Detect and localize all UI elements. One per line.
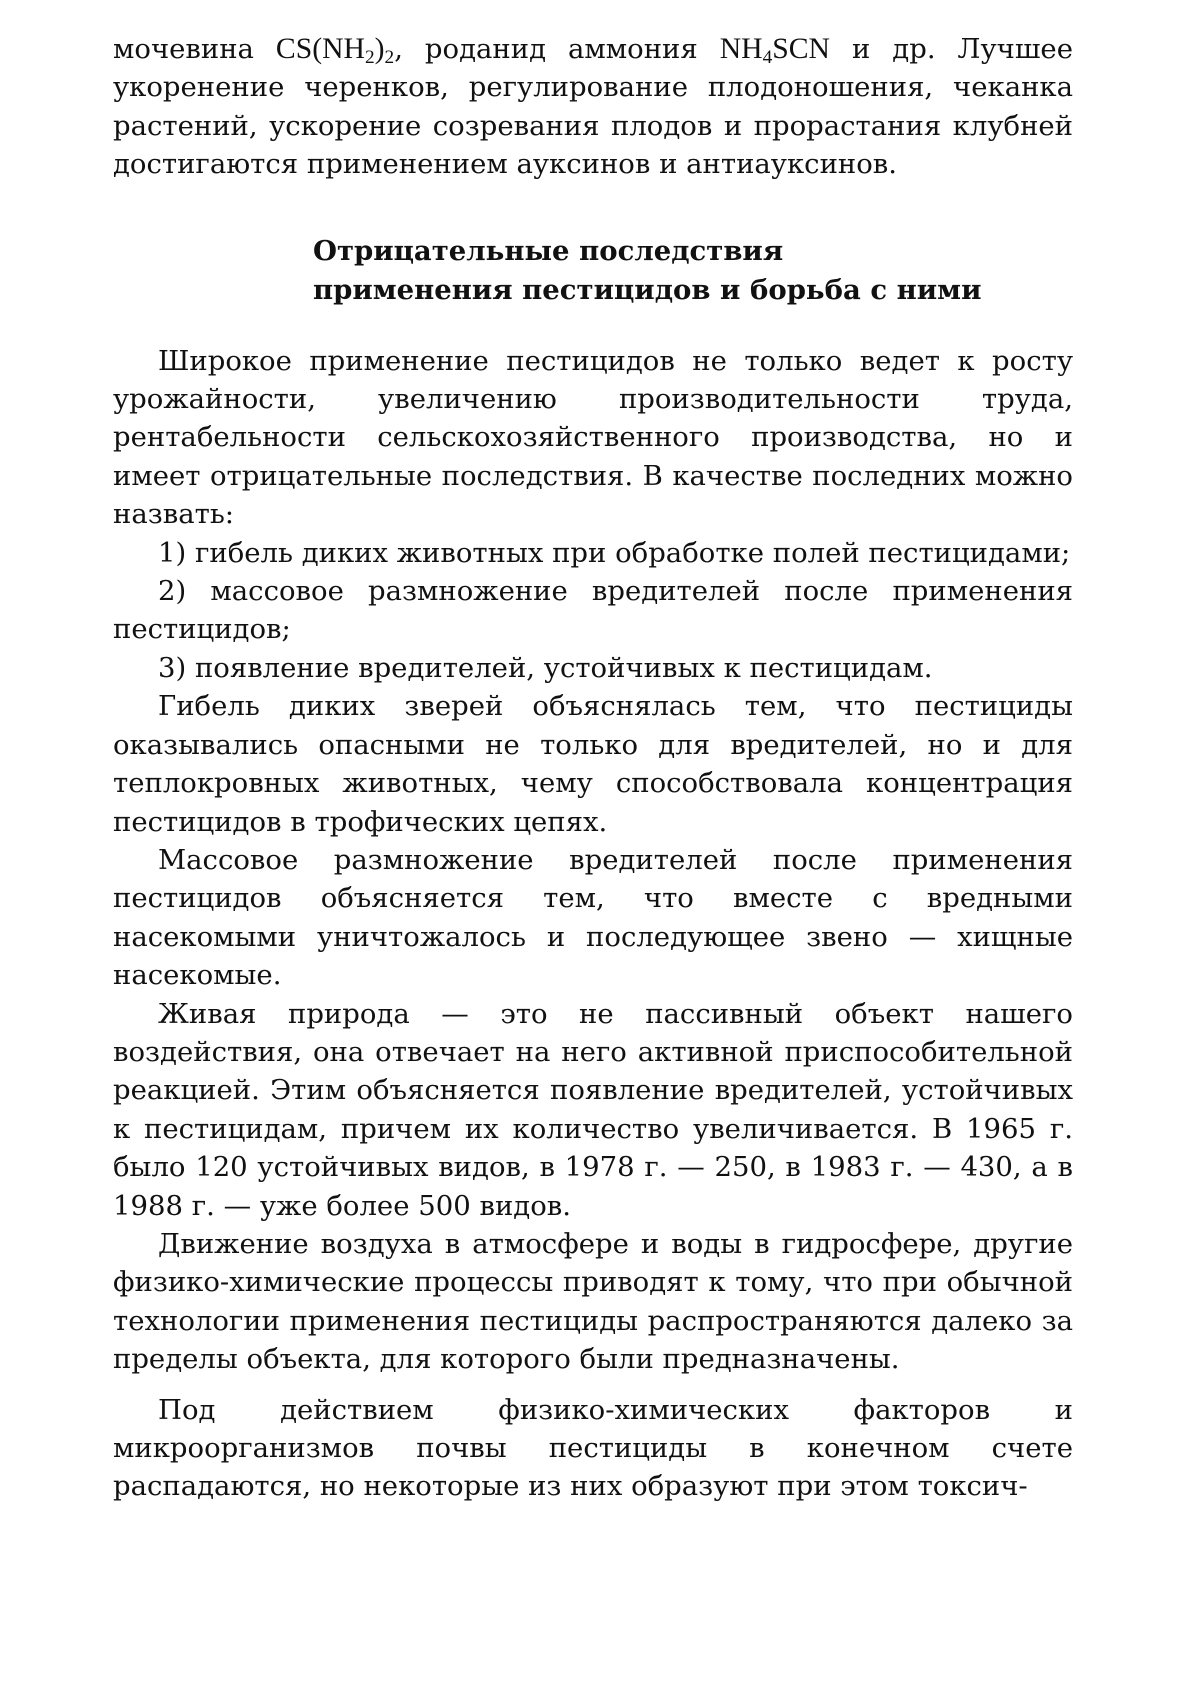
paragraph-2: Гибель диких зверей объяснялась тем, что пестициды оказывались опасными не только для вредителей, но и для теплокровных животных, чему способствовала концентрация пестицидов в трофических цепях.: [113, 690, 1073, 838]
formula-part: ): [374, 33, 385, 65]
formula-subscript: 2: [365, 46, 375, 68]
paragraph-5: Движение воздуха в атмосфере и воды в гидросфере, другие физико-химические процессы приводят к тому, что при обычной технологии применения пестициды распространяются далеко за пределы объекта, для которого были предназначены.: [113, 1227, 1073, 1376]
paragraph-1: Широкое применение пестицидов не только ведет к росту урожайности, увеличению производительности труда, рентабельности сельскохозяйственного производства, но и имеет отрицательные последствия. В качестве последних можно назвать:: [113, 344, 1073, 531]
paragraph-4: Живая природа — это не пассивный объект нашего воздействия, она отвечает на него активной приспособительной реакцией. Этим объясняется появление вредителей, устойчивых к пестицидам, причем их количество увеличивается. В 1965 г. было 120 устойчивых видов, в 1978 г. — 250, в 1983 г. — 430, а в 1988 г. — уже более 500 видов.: [113, 997, 1073, 1222]
list-item-2: 2) массовое размножение вредителей после применения пестицидов;: [113, 575, 1073, 646]
paragraph-6: Под действием физико-химических факторов и микроорганизмов почвы пестициды в конечном счете распадаются, но некоторые из них образуют при этом токсич-: [113, 1393, 1073, 1503]
section-heading-line-1: Отрицательные последствия: [313, 234, 784, 267]
intro-lead: мочевина: [113, 33, 276, 65]
formula-part: CS(NH: [275, 33, 365, 65]
list-item-1: 1) гибель диких животных при обработке полей пестицидами;: [158, 536, 1071, 569]
section-heading-line-2: применения пестицидов и борьба с ними: [313, 273, 982, 306]
formula-part: SCN: [772, 33, 831, 65]
section-heading: [113, 232, 1073, 310]
formula-thiourea: [275, 33, 395, 68]
formula-subscript: 4: [762, 46, 773, 68]
formula-part: NH: [719, 33, 763, 65]
formula-ammonium-thiocyanate: [719, 33, 831, 68]
intro-tail: и др. Лучшее укоренение черенков, регулирование плодоношения, чеканка растений, ускорение созревания плодов и прорастания клубней достигаются применением ауксинов и антиауксинов.: [113, 33, 1073, 181]
paragraph-3: Массовое размножение вредителей после применения пестицидов объясняется тем, что вместе с вредными насекомыми уничтожалось и последующее звено — хищные насекомые.: [113, 843, 1073, 992]
formula-subscript: 2: [384, 46, 395, 68]
list-item-3: 3) появление вредителей, устойчивых к пестицидам.: [158, 651, 933, 684]
intro-mid: , роданид аммония: [394, 33, 720, 65]
intro-paragraph: [113, 30, 1073, 184]
